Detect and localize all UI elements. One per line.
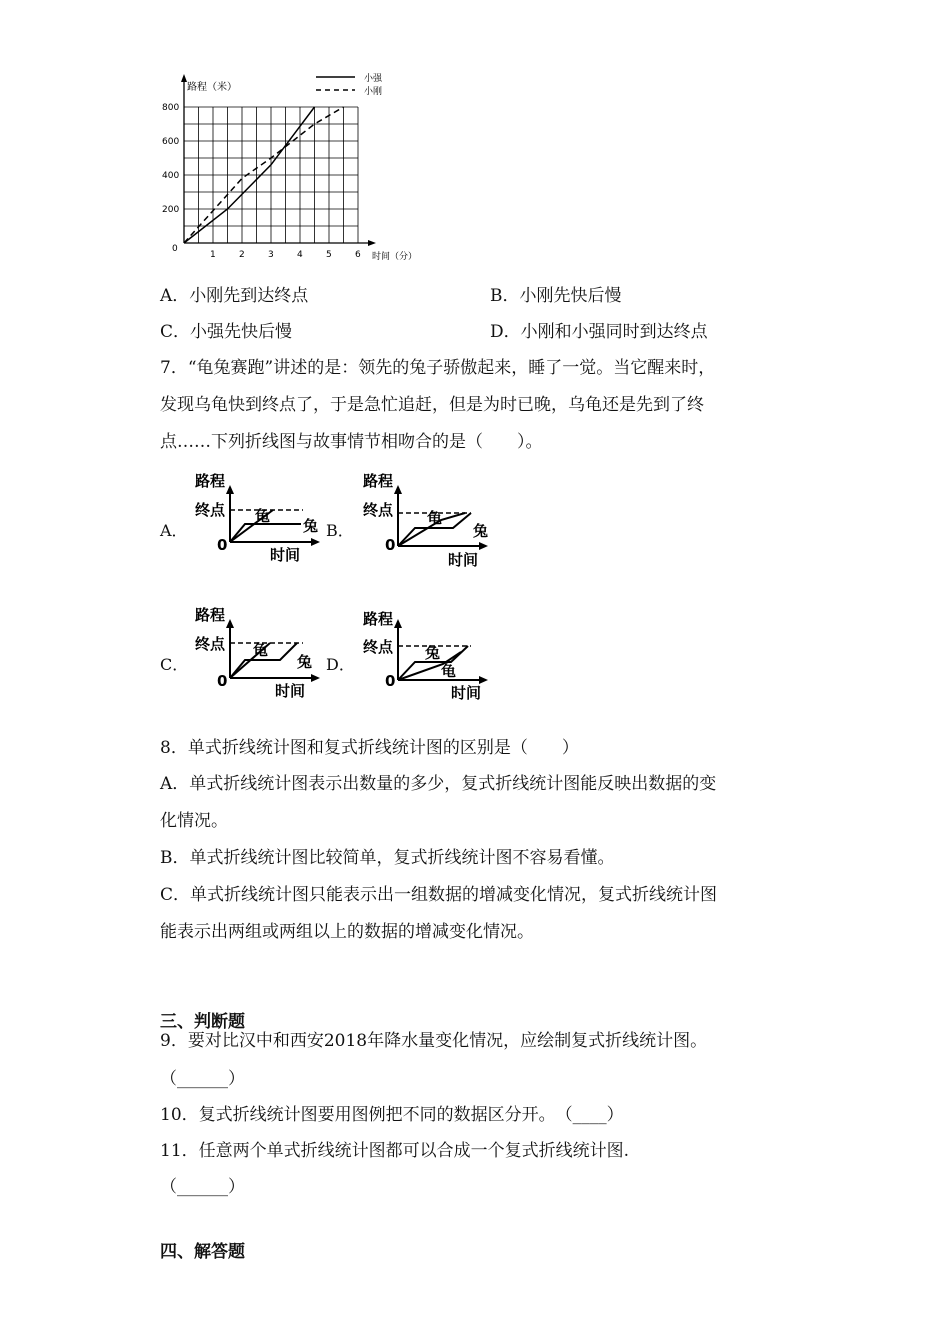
q7d-tortoise: 龟 — [441, 662, 457, 680]
section-4-title: 四、解答题 — [160, 1242, 245, 1262]
q7b-rabbit: 兔 — [473, 522, 489, 540]
q7a-ylabel: 路程 — [195, 472, 226, 490]
q7c-tortoise: 龟 — [253, 641, 269, 659]
q8-option-a-1: A．单式折线统计图表示出数量的多少，复式折线统计图能反映出数据的变 — [160, 774, 717, 794]
q7-chart-d — [353, 604, 498, 704]
q9-answer-blank[interactable]: （______） — [160, 1069, 245, 1089]
x-tick-label: 3 — [268, 250, 274, 260]
q6-axes — [181, 74, 376, 246]
x-tick-label: 1 — [210, 250, 216, 260]
q6-x-axis-label: 时间（分） — [372, 252, 418, 262]
q7-option-b-label: B． — [326, 521, 354, 540]
q7c-rabbit: 兔 — [297, 653, 313, 671]
q7-chart-c — [185, 604, 330, 704]
q7a-rabbit: 兔 — [303, 517, 319, 535]
q7a-finish: 终点 — [195, 501, 226, 519]
q7-text-line-2: 发现乌龟快到终点了，于是急忙追赶，但是为时已晚，乌龟还是先到了终 — [160, 395, 704, 415]
q7a-tortoise: 龟 — [255, 507, 271, 525]
x-tick-label: 4 — [297, 250, 303, 260]
x-tick-label: 0 — [172, 244, 178, 254]
y-tick-label: 800 — [162, 103, 180, 113]
q7-text-line-1: 7．“龟兔赛跑”讲述的是：领先的兔子骄傲起来，睡了一觉。当它醒来时， — [160, 358, 716, 378]
q8-stem: 8．单式折线统计图和复式折线统计图的区别是（ ） — [160, 738, 579, 758]
q7b-origin: 0 — [385, 536, 396, 554]
section-3-title: 三、判断题 — [160, 1012, 245, 1032]
q7-chart-b — [353, 470, 498, 570]
q7-chart-a — [185, 470, 330, 570]
q7d-ylabel: 路程 — [363, 610, 394, 628]
q7-option-a-label: A． — [160, 521, 188, 540]
q11-answer-blank[interactable]: （______） — [160, 1177, 245, 1197]
q9-text: 9．要对比汉中和西安2018年降水量变化情况，应绘制复式折线统计图。 — [160, 1031, 708, 1051]
q10-text: 10．复式折线统计图要用图例把不同的数据区分开。 （____） — [160, 1105, 624, 1125]
q8-option-c-2: 能表示出两组或两组以上的数据的增减变化情况。 — [160, 922, 534, 942]
q6-option-b: B．小刚先快后慢 — [490, 286, 622, 306]
q7d-origin: 0 — [385, 672, 396, 690]
q7d-finish: 终点 — [363, 638, 394, 656]
q8-option-b: B．单式折线统计图比较简单，复式折线统计图不容易看懂。 — [160, 848, 615, 868]
q7b-tortoise: 龟 — [427, 509, 443, 527]
q7-text-line-3: 点……下列折线图与故事情节相吻合的是（ ）。 — [160, 432, 543, 452]
q6-option-a: A．小刚先到达终点 — [160, 286, 309, 306]
q7c-ylabel: 路程 — [195, 606, 226, 624]
x-tick-label: 6 — [355, 250, 361, 260]
q7d-xlabel: 时间 — [451, 684, 482, 702]
x-tick-label: 2 — [239, 250, 245, 260]
x-axis-arrow — [368, 240, 376, 246]
q7-option-c-label: C． — [160, 655, 189, 674]
q8-option-a-2: 化情况。 — [160, 811, 228, 831]
q7a-xlabel: 时间 — [270, 546, 301, 564]
x-tick-label: 5 — [326, 250, 332, 260]
q7d-rabbit: 兔 — [425, 644, 441, 662]
q7-option-d-label: D． — [326, 655, 355, 674]
q7b-finish: 终点 — [363, 501, 394, 519]
q6-legend — [316, 72, 383, 97]
q6-option-c: C．小强先快后慢 — [160, 322, 293, 342]
y-tick-label: 600 — [162, 137, 180, 147]
q7c-origin: 0 — [217, 672, 228, 690]
q8-option-c-1: C．单式折线统计图只能表示出一组数据的增减变化情况，复式折线统计图 — [160, 885, 718, 905]
y-tick-label: 400 — [162, 171, 180, 181]
q7a-origin: 0 — [217, 536, 228, 554]
y-axis-arrow — [181, 74, 187, 82]
q7b-ylabel: 路程 — [363, 472, 394, 490]
legend-xiaoqiang: 小强 — [364, 74, 383, 84]
q11-text: 11．任意两个单式折线统计图都可以合成一个复式折线统计图. — [160, 1141, 630, 1161]
y-tick-label: 200 — [162, 205, 180, 215]
q6-y-axis-label: 路程（米） — [187, 82, 237, 93]
q7c-xlabel: 时间 — [275, 682, 306, 700]
q6-option-d: D．小刚和小强同时到达终点 — [490, 322, 708, 342]
q6-line-chart — [150, 60, 430, 270]
q7b-xlabel: 时间 — [448, 551, 479, 569]
q7c-finish: 终点 — [195, 635, 226, 653]
legend-xiaogang: 小刚 — [364, 87, 383, 97]
